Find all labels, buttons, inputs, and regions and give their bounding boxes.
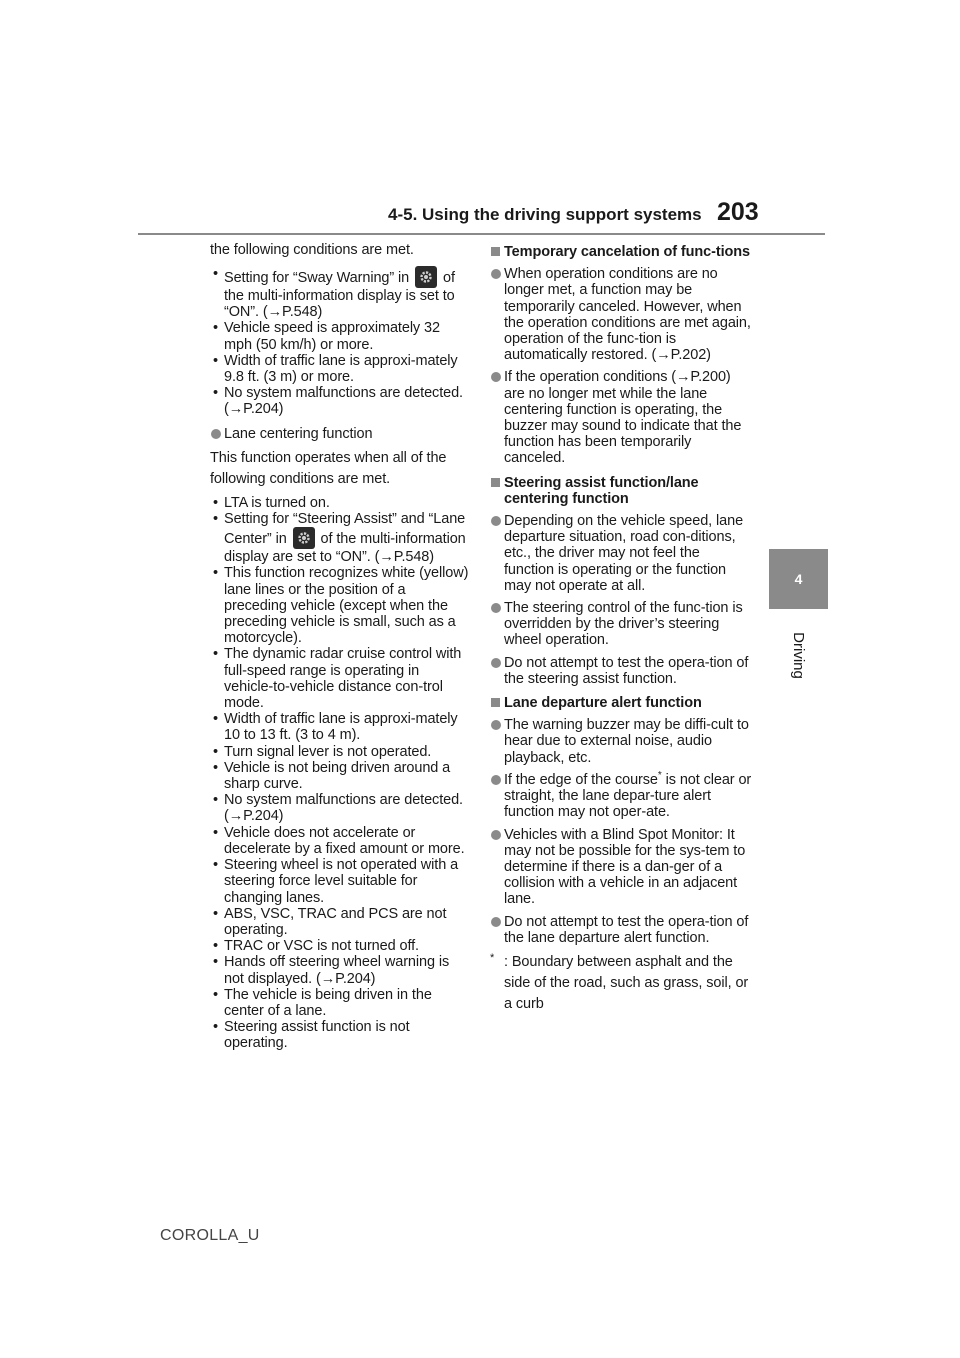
list-item: • Vehicle is not being driven around a sharp curve. — [210, 760, 470, 792]
lane-centering-title: Lane centering function — [210, 426, 470, 442]
list-item: When operation conditions are no longer met, a function may be temporarily canceled. However, when the operation conditions are met again, operation of the func-tion is automatically restored. (→P.202) — [490, 266, 752, 363]
list-item: • LTA is turned on. — [210, 495, 470, 511]
list-item: • This function recognizes white (yellow) lane lines or the position of a preceding vehicle (except when the preceding vehicle is small, such as a motorcycle). — [210, 565, 470, 646]
list-item: If the operation conditions (→P.200) are no longer met while the lane centering function is operating, the buzzer may sound to indicate that the function has been temporarily canceled. — [490, 369, 752, 466]
chapter-number: 4 — [794, 571, 803, 587]
list-item: • ABS, VSC, TRAC and PCS are not operating. — [210, 906, 470, 938]
header-rule — [138, 233, 825, 235]
list-item: • Hands off steering wheel warning is not displayed. (→P.204) — [210, 954, 470, 986]
list-item: • Setting for “Sway Warning” in of the multi-information display is set to “ON”. (→P.548) — [210, 266, 470, 320]
list-item: • Setting for “Steering Assist” and “Lane Center” in of the multi-information display are set to “ON”. (→P.548) — [210, 511, 470, 565]
chapter-tab[interactable] — [769, 549, 828, 609]
list-item: The steering control of the func-tion is overridden by the driver’s steering wheel operation. — [490, 600, 752, 649]
sway-conditions-list — [210, 266, 470, 418]
list-item: • The dynamic radar cruise control with full-speed range is operating in vehicle-to-vehicle distance con-trol mode. — [210, 646, 470, 711]
list-item: The warning buzzer may be diffi-cult to hear due to external noise, audio playback, etc. — [490, 717, 752, 766]
settings-gear-icon — [415, 266, 437, 288]
footnote-text: : Boundary between asphalt and the side of the road, such as grass, soil, or a curb — [504, 953, 749, 1012]
chapter-label: Driving — [790, 631, 807, 679]
lane-centering-conditions-list — [210, 495, 470, 1052]
footnote-mark: * — [490, 951, 495, 964]
list-item: • Width of traffic lane is approxi-mately 9.8 ft. (3 m) or more. — [210, 353, 470, 385]
list-item: • Width of traffic lane is approxi-mately 10 to 13 ft. (3 to 4 m). — [210, 711, 470, 743]
list-item: Depending on the vehicle speed, lane departure situation, road con-ditions, etc., the driver may not feel the function is operating or the function may not operate at all. — [490, 513, 752, 594]
footnote-marker: * — [657, 770, 662, 782]
list-item: Vehicles with a Blind Spot Monitor: It may not be possible for the sys-tem to determine if there is a dan-ger of a collision with a vehicle in an adjacent lane. — [490, 827, 752, 908]
page-number: 203 — [717, 198, 759, 226]
list-item: • Turn signal lever is not operated. — [210, 744, 470, 760]
intro-text: the following conditions are met. — [210, 242, 414, 258]
list-item: • No system malfunctions are detected. (→P.204) — [210, 792, 470, 824]
list-item: • Vehicle speed is approximately 32 mph (50 km/h) or more. — [210, 320, 470, 352]
list-item: • Steering wheel is not operated with a steering force level suitable for changing lanes. — [210, 857, 470, 906]
steering-assist-heading: Steering assist function/lane centering function — [490, 475, 752, 507]
settings-gear-icon — [293, 527, 315, 549]
left-column — [210, 240, 470, 1052]
list-item: • TRAC or VSC is not turned off. — [210, 938, 470, 954]
list-item: • The vehicle is being driven in the center of a lane. — [210, 987, 470, 1019]
list-item: If the edge of the course* is not clear or straight, the lane depar-ture alert function may not oper-ate. — [490, 772, 752, 821]
list-item: • Vehicle does not accelerate or decelerate by a fixed amount or more. — [210, 825, 470, 857]
footer-model-code: COROLLA_U — [160, 1227, 260, 1244]
footnote — [490, 952, 752, 1015]
right-column — [490, 240, 752, 1015]
list-item: • No system malfunctions are detected. (→P.204) — [210, 385, 470, 417]
temporary-cancelation-heading: Temporary cancelation of func-tions — [490, 244, 752, 260]
list-item: Do not attempt to test the opera-tion of the lane departure alert function. — [490, 914, 752, 946]
lane-centering-intro: This function operates when all of the following conditions are met. — [210, 449, 447, 487]
list-item: Do not attempt to test the opera-tion of the steering assist function. — [490, 655, 752, 687]
lane-departure-alert-heading: Lane departure alert function — [490, 695, 752, 711]
section-title: 4-5. Using the driving support systems — [388, 205, 702, 224]
list-item: • Steering assist function is not operating. — [210, 1019, 470, 1051]
